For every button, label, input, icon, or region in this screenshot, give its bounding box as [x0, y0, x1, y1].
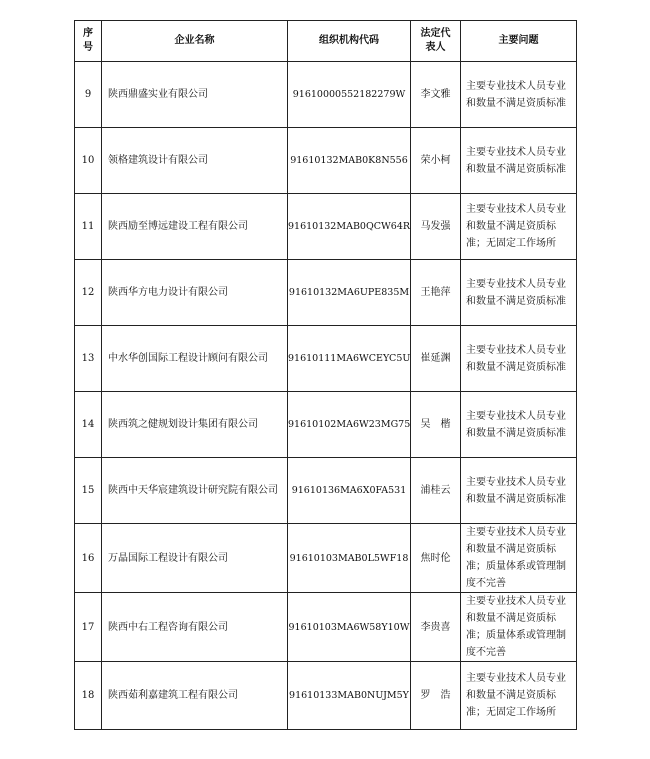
org-code: 91610103MAB0L5WF18	[288, 524, 411, 593]
legal-rep: 崔延渊	[411, 326, 461, 392]
company-name: 陕西华方电力设计有限公司	[102, 260, 288, 326]
row-no: 11	[75, 194, 102, 260]
org-code: 91610111MA6WCEYC5U	[288, 326, 411, 392]
legal-rep: 焦时伦	[411, 524, 461, 593]
table-row	[75, 194, 577, 260]
header-row	[75, 21, 577, 62]
org-code: 91610133MAB0NUJM5Y	[288, 662, 411, 730]
table-row	[75, 392, 577, 458]
header-name: 企业名称	[102, 21, 288, 62]
table-row	[75, 458, 577, 524]
company-name: 万晶国际工程设计有限公司	[102, 524, 288, 593]
table-row	[75, 326, 577, 392]
org-code: 91610102MA6W23MG75	[288, 392, 411, 458]
company-name: 中水华创国际工程设计顾问有限公司	[102, 326, 288, 392]
table-row	[75, 62, 577, 128]
main-issue: 主要专业技术人员专业和数量不满足资质标准	[461, 392, 577, 458]
legal-rep: 马发强	[411, 194, 461, 260]
table-row	[75, 128, 577, 194]
company-name: 领格建筑设计有限公司	[102, 128, 288, 194]
legal-rep: 荣小柯	[411, 128, 461, 194]
main-issue: 主要专业技术人员专业和数量不满足资质标准；无固定工作场所	[461, 662, 577, 730]
table-row	[75, 662, 577, 730]
org-code: 91610103MA6W58Y10W	[288, 593, 411, 662]
row-no: 18	[75, 662, 102, 730]
table-row	[75, 524, 577, 593]
row-no: 15	[75, 458, 102, 524]
table-row	[75, 593, 577, 662]
org-code: 91610132MAB0QCW64R	[288, 194, 411, 260]
main-issue: 主要专业技术人员专业和数量不满足资质标准	[461, 128, 577, 194]
main-issue: 主要专业技术人员专业和数量不满足资质标准	[461, 62, 577, 128]
header-rep: 法定代表人	[411, 21, 461, 62]
main-issue: 主要专业技术人员专业和数量不满足资质标准	[461, 458, 577, 524]
row-no: 17	[75, 593, 102, 662]
main-issue: 主要专业技术人员专业和数量不满足资质标准；无固定工作场所	[461, 194, 577, 260]
row-no: 12	[75, 260, 102, 326]
header-code: 组织机构代码	[288, 21, 411, 62]
row-no: 13	[75, 326, 102, 392]
enterprise-table	[74, 20, 577, 730]
main-issue: 主要专业技术人员专业和数量不满足资质标准；质量体系或管理制度不完善	[461, 593, 577, 662]
legal-rep: 浦桂云	[411, 458, 461, 524]
company-name: 陕西中右工程咨询有限公司	[102, 593, 288, 662]
company-name: 陕西中天华宸建筑设计研究院有限公司	[102, 458, 288, 524]
company-name: 陕西筑之健规划设计集团有限公司	[102, 392, 288, 458]
row-no: 14	[75, 392, 102, 458]
company-name: 陕西励至博远建设工程有限公司	[102, 194, 288, 260]
row-no: 10	[75, 128, 102, 194]
legal-rep: 李文雅	[411, 62, 461, 128]
row-no: 9	[75, 62, 102, 128]
header-issue: 主要问题	[461, 21, 577, 62]
company-name: 陕西茹利嘉建筑工程有限公司	[102, 662, 288, 730]
row-no: 16	[75, 524, 102, 593]
main-issue: 主要专业技术人员专业和数量不满足资质标准	[461, 326, 577, 392]
legal-rep: 吴 楷	[411, 392, 461, 458]
header-no: 序号	[75, 21, 102, 62]
legal-rep: 罗 浩	[411, 662, 461, 730]
org-code: 91610136MA6X0FA531	[288, 458, 411, 524]
org-code: 91610132MAB0K8N556	[288, 128, 411, 194]
org-code: 91610000552182279W	[288, 62, 411, 128]
legal-rep: 李贵喜	[411, 593, 461, 662]
main-issue: 主要专业技术人员专业和数量不满足资质标准；质量体系或管理制度不完善	[461, 524, 577, 593]
legal-rep: 王艳萍	[411, 260, 461, 326]
table-row	[75, 260, 577, 326]
company-name: 陕西鼎盛实业有限公司	[102, 62, 288, 128]
main-issue: 主要专业技术人员专业和数量不满足资质标准	[461, 260, 577, 326]
org-code: 91610132MA6UPE835M	[288, 260, 411, 326]
